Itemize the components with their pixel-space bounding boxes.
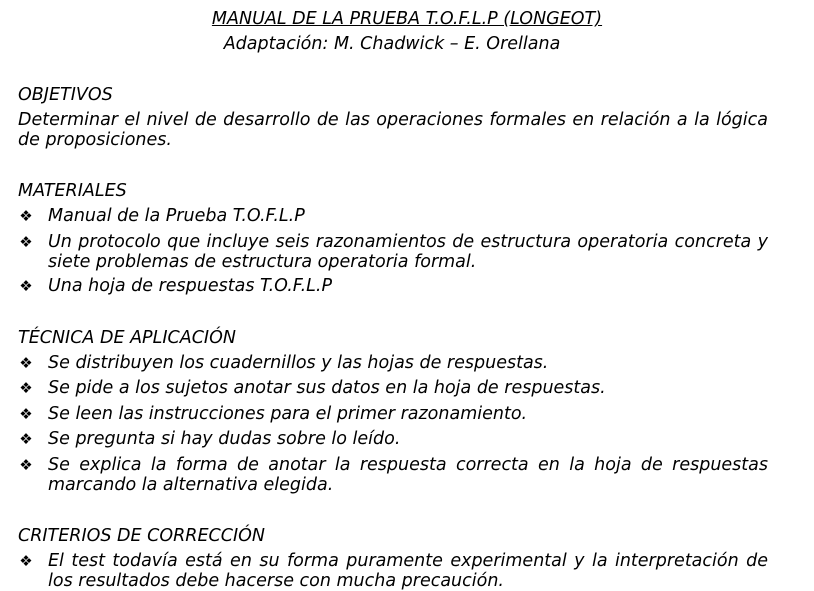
list-item-text: Manual de la Prueba T.O.F.L.P <box>48 206 305 226</box>
list-item-text: Se leen las instrucciones para el primer razonamiento. <box>48 404 528 424</box>
diamond-bullet-icon: ❖ <box>19 379 33 397</box>
diamond-bullet-icon: ❖ <box>19 277 33 295</box>
diamond-bullet-icon: ❖ <box>19 354 33 372</box>
list-item-text: Se distribuyen los cuadernillos y las hojas de respuestas. <box>48 353 549 373</box>
diamond-bullet-icon: ❖ <box>19 552 33 570</box>
objetivos-paragraph: Determinar el nivel de desarrollo de las operaciones formales en relación a la lógica de proposiciones. <box>18 110 768 150</box>
document-title: MANUAL DE LA PRUEBA T.O.F.L.P (LONGEOT) <box>211 9 603 29</box>
list-item-text: Un protocolo que incluye seis razonamientos de estructura operatoria concreta y siete problemas de estructura operatoria formal. <box>48 232 768 272</box>
diamond-bullet-icon: ❖ <box>19 405 33 423</box>
diamond-bullet-icon: ❖ <box>19 430 33 448</box>
list-item-text: Una hoja de respuestas T.O.F.L.P <box>48 276 333 296</box>
list-item-text: Se explica la forma de anotar la respuesta correcta en la hoja de respuestas marcando la alternativa elegida. <box>48 455 768 495</box>
section-heading-tecnica: TÉCNICA DE APLICACIÓN <box>18 328 236 348</box>
diamond-bullet-icon: ❖ <box>19 233 33 251</box>
list-item-text: Se pregunta si hay dudas sobre lo leído. <box>48 429 401 449</box>
section-heading-criterios: CRITERIOS DE CORRECCIÓN <box>18 526 265 546</box>
diamond-bullet-icon: ❖ <box>19 456 33 474</box>
list-item-text: El test todavía está en su forma puramente experimental y la interpretación de los resultados debe hacerse con mucha precaución. <box>48 551 768 591</box>
section-heading-objetivos: OBJETIVOS <box>18 85 113 105</box>
list-item-text: Se pide a los sujetos anotar sus datos en la hoja de respuestas. <box>48 378 606 398</box>
diamond-bullet-icon: ❖ <box>19 207 33 225</box>
document-subtitle: Adaptación: M. Chadwick – E. Orellana <box>223 34 561 54</box>
section-heading-materiales: MATERIALES <box>18 181 127 201</box>
